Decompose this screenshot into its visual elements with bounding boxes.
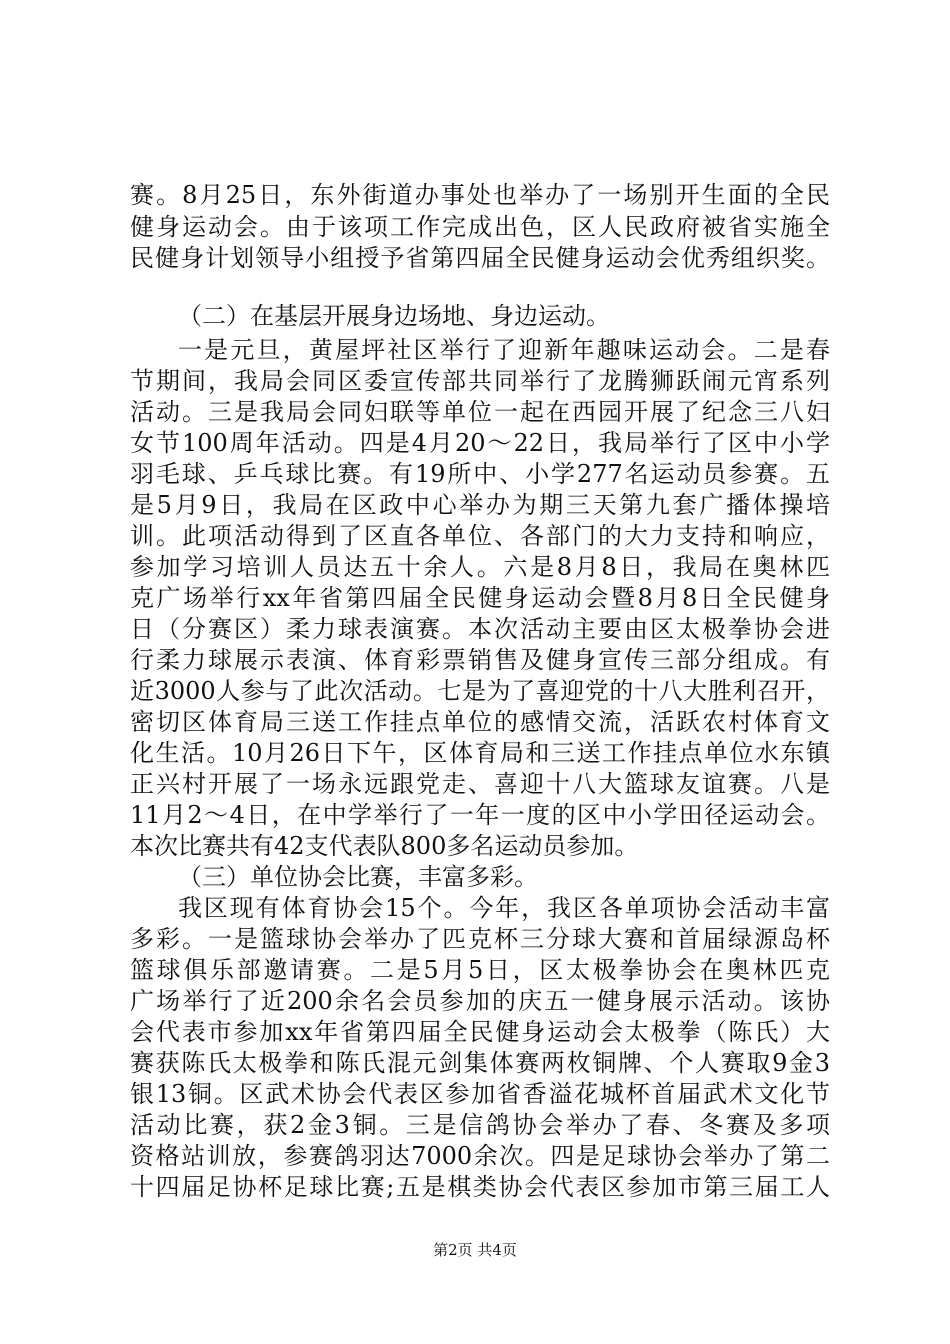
- paragraph-line: 克广场举行xx年省第四届全民健身运动会暨8月8日全民健身: [130, 584, 830, 612]
- paragraph-line: 赛。8月25日，东外街道办事处也举办了一场别开生面的全民: [130, 181, 830, 209]
- paragraph-line: 活动。三是我局会同妇联等单位一起在西园开展了纪念三八妇: [130, 398, 830, 426]
- paragraph-line: 羽毛球、乒乓球比赛。有19所中、小学277名运动员参赛。五: [130, 460, 830, 488]
- paragraph-line: 会代表市参加xx年省第四届全民健身运动会太极拳（陈氏）大: [130, 1018, 830, 1046]
- section-heading-3: （三）单位协会比赛，丰富多彩。: [178, 863, 538, 891]
- paragraph-line: 银13铜。区武术协会代表区参加省香溢花城杯首届武术文化节: [130, 1080, 830, 1108]
- paragraph-line: 女节100周年活动。四是4月20～22日，我局举行了区中小学: [130, 429, 830, 457]
- paragraph-line: 密切区体育局三送工作挂点单位的感情交流，活跃农村体育文: [130, 708, 830, 736]
- paragraph-line: 行柔力球展示表演、体育彩票销售及健身宣传三部分组成。有: [130, 646, 830, 674]
- paragraph-line: 本次比赛共有42支代表队800多名运动员参加。: [130, 832, 639, 860]
- paragraph-line: 资格站训放，参赛鸽羽达7000余次。四是足球协会举办了第二: [130, 1142, 830, 1170]
- paragraph-line: 11月2～4日，在中学举行了一年一度的区中小学田径运动会。: [130, 801, 830, 829]
- paragraph-line: 近3000人参与了此次活动。七是为了喜迎党的十八大胜利召开，: [130, 677, 830, 705]
- paragraph-line: 参加学习培训人员达五十余人。六是8月8日，我局在奥林匹: [130, 553, 830, 581]
- paragraph-line: 训。此项活动得到了区直各单位、各部门的大力支持和响应，: [130, 522, 830, 550]
- paragraph-line: 健身运动会。由于该项工作完成出色，区人民政府被省实施全: [130, 213, 830, 241]
- section-heading-2: （二）在基层开展身边场地、身边运动。: [178, 302, 610, 330]
- paragraph-line: 篮球俱乐部邀请赛。二是5月5日，区太极拳协会在奥林匹克: [130, 956, 830, 984]
- paragraph-line: 节期间，我局会同区委宣传部共同举行了龙腾狮跃闹元宵系列: [130, 367, 830, 395]
- paragraph-line: 赛获陈氏太极拳和陈氏混元剑集体赛两枚铜牌、个人赛取9金3: [130, 1049, 830, 1077]
- paragraph-line: 正兴村开展了一场永远跟党走、喜迎十八大篮球友谊赛。八是: [130, 770, 830, 798]
- paragraph-line: 一是元旦，黄屋坪社区举行了迎新年趣味运动会。二是春: [178, 336, 830, 364]
- paragraph-line: 活动比赛，获2金3铜。三是信鸽协会举办了春、冬赛及多项: [130, 1111, 830, 1139]
- page-footer: 第2页 共4页: [433, 1241, 517, 1259]
- paragraph-line: 日（分赛区）柔力球表演赛。本次活动主要由区太极拳协会进: [130, 615, 830, 643]
- paragraph-line: 化生活。10月26日下午，区体育局和三送工作挂点单位水东镇: [130, 739, 830, 767]
- paragraph-line: 是5月9日，我局在区政中心举办为期三天第九套广播体操培: [130, 491, 830, 519]
- paragraph-line: 我区现有体育协会15个。今年，我区各单项协会活动丰富: [178, 894, 830, 922]
- paragraph-line: 广场举行了近200余名会员参加的庆五一健身展示活动。该协: [130, 987, 830, 1015]
- paragraph-line: 十四届足协杯足球比赛;五是棋类协会代表区参加市第三届工人: [130, 1173, 830, 1201]
- paragraph-line: 民健身计划领导小组授予省第四届全民健身运动会优秀组织奖。: [130, 244, 830, 272]
- paragraph-line: 多彩。一是篮球协会举办了匹克杯三分球大赛和首届绿源岛杯: [130, 925, 830, 953]
